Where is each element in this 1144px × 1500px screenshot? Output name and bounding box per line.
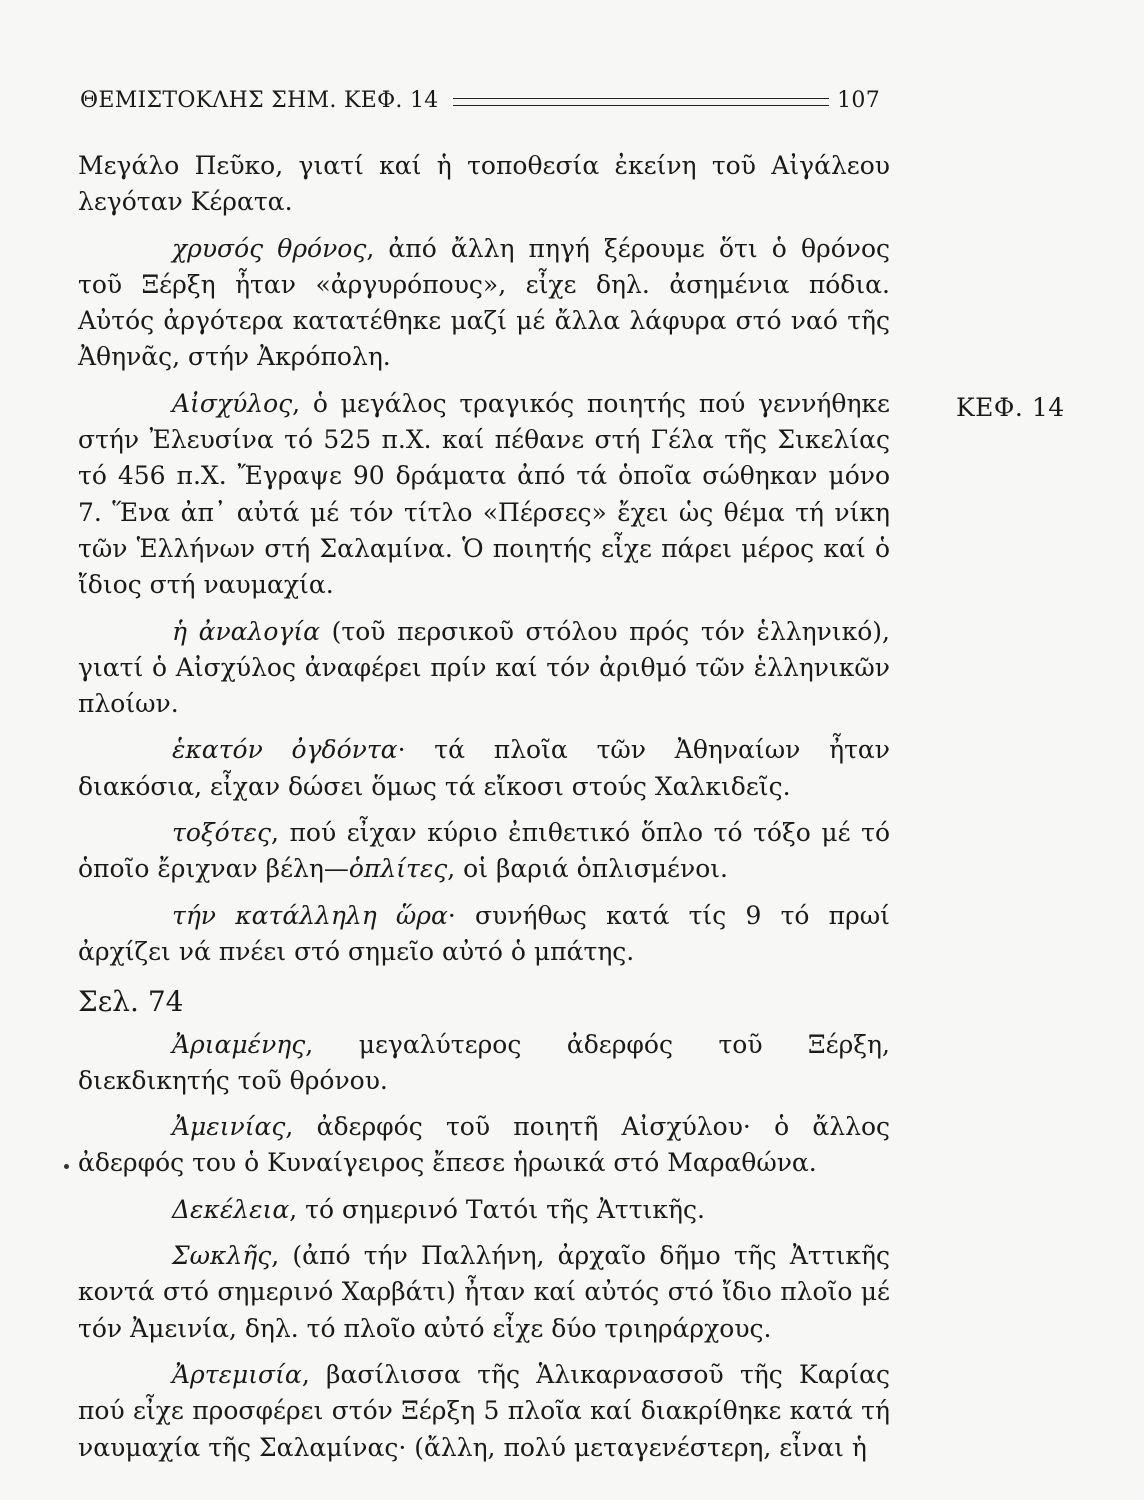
paragraph-aeschylus: Αἰσχύλος, ὁ μεγάλος τραγικός ποιητής πού γεννήθηκε στήν Ἐλευσίνα τό 525 π.Χ. καί πέθανε στή Γέλα τῆς Σικελίας τό 456 π.Χ. Ἔγραψε 90 δράματα ἀπό τά ὁποῖα σώθηκαν μόνο 7. Ἕνα ἀπ᾽ αὐτά μέ τόν τίτλο «Πέρσες» ἔχει ὡς θέμα τή νίκη τῶν Ἑλλήνων στή Σαλαμίνα. Ὁ ποιητής εἶχε πάρει μέρος καί ὁ ἴδιος στή ναυμαχία. [78, 388, 890, 600]
paragraph-right-time: τήν κατάλληλη ὥρα· συνήθως κατά τίς 9 τό πρωί ἀρχίζει νά πνέει στό σημεῖο αὐτό ὁ μπάτης. [78, 900, 890, 966]
paragraph-ameinias: Ἀμεινίας, ἀδερφός τοῦ ποιητῆ Αἰσχύλου· ὁ ἄλλος ἀδερφός του ὁ Κυναίγειρος ἔπεσε ἡρωικά στό Μαραθώνα. [78, 1112, 890, 1178]
paragraph-artemisia: Ἀρτεμισία, βασίλισσα τῆς Ἁλικαρνασσοῦ τῆς Καρίας πού εἶχε προσφέρει στόν Ξέρξη 5 πλοῖα καί διακρίθηκε κατά τή ναυμαχία τῆς Σαλαμίνας· (ἄλλη, πολύ μεταγενέστερη, εἶναι ἡ [78, 1359, 890, 1462]
term-hoplites: ὁπλίτες [348, 854, 448, 884]
term-ratio: ἡ ἀναλογία [172, 616, 321, 646]
term-ariamenes: Ἀριαμένης [172, 1029, 306, 1059]
header-rule [453, 98, 829, 106]
paragraph-archers: τοξότες, πού εἶχαν κύριο ἐπιθετικό ὅπλο τό τόξο μέ τό ὁποῖο ἔριχναν βέλη—ὁπλίτες, οἱ βαριά ὁπλισμένοι. [78, 818, 890, 884]
paragraph-sokles: Σωκλῆς, (ἀπό τήν Παλλήνη, ἀρχαῖο δῆμο τῆς Ἀττικῆς κοντά στό σημερινό Χαρβάτι) ἦταν καί αὐτός στό ἴδιο πλοῖο μέ τόν Ἀμεινία, δηλ. τό πλοῖο αὐτό εἶχε δύο τριηράρχους. [78, 1241, 890, 1343]
term-ameinias: Ἀμεινίας [172, 1112, 286, 1142]
running-header [80, 80, 880, 120]
page-number: 107 [837, 87, 880, 113]
body-text [78, 148, 890, 1466]
paragraph-dekeleia: Δεκέλεια, τό σημερινό Τατόι τῆς Ἀττικῆς. [172, 1194, 705, 1224]
term-180: ἑκατόν ὀγδόντα [172, 735, 398, 765]
section-heading: Σελ. 74 [78, 985, 184, 1019]
term-gold-throne: χρυσός θρόνος [172, 233, 367, 263]
print-speck [64, 1164, 69, 1169]
paragraph-180: ἑκατόν ὀγδόντα· τά πλοῖα τῶν Ἀθηναίων ἦταν διακόσια, εἶχαν δώσει ὅμως τά εἴκοσι στούς Χαλκιδεῖς. [78, 735, 890, 801]
term-dekeleia: Δεκέλεια [172, 1194, 290, 1224]
paragraph-ariamenes: Ἀριαμένης, μεγαλύτερος ἀδερφός τοῦ Ξέρξη, διεκδικητής τοῦ θρόνου. [78, 1029, 890, 1095]
term-archers: τοξότες [172, 818, 271, 848]
term-aeschylus: Αἰσχύλος [172, 388, 293, 418]
margin-chapter-note: ΚΕΦ. 14 [956, 393, 1065, 422]
paragraph-ratio: ἡ ἀναλογία (τοῦ περσικοῦ στόλου πρός τόν ἑλληνικό), γιατί ὁ Αἰσχύλος ἀναφέρει πρίν καί τόν ἀριθμό τῶν ἑλληνικῶν πλοίων. [78, 616, 890, 719]
term-artemisia: Ἀρτεμισία [172, 1359, 302, 1389]
term-sokles: Σωκλῆς [172, 1241, 272, 1271]
paragraph-1: Μεγάλο Πεῦκο, γιατί καί ἡ τοποθεσία ἐκείνη τοῦ Αἰγάλεου λεγόταν Κέρατα. [78, 151, 890, 217]
paragraph-gold-throne: χρυσός θρόνος, ἀπό ἄλλη πηγή ξέρουμε ὅτι ὁ θρόνος τοῦ Ξέρξη ἦταν «ἀργυρόπους», εἶχε δηλ. ἀσημένια πόδια. Αὐτός ἀργότερα κατατέθηκε μαζί μέ ἄλλα λάφυρα στό ναό τῆς Ἀθηνᾶς, στήν Ἀκρόπολη. [78, 233, 891, 372]
header-title: ΘΕΜΙΣΤΟΚΛΗΣ ΣΗΜ. ΚΕΦ. 14 [80, 87, 439, 113]
term-right-time: τήν κατάλληλη ὥρα [172, 900, 448, 930]
